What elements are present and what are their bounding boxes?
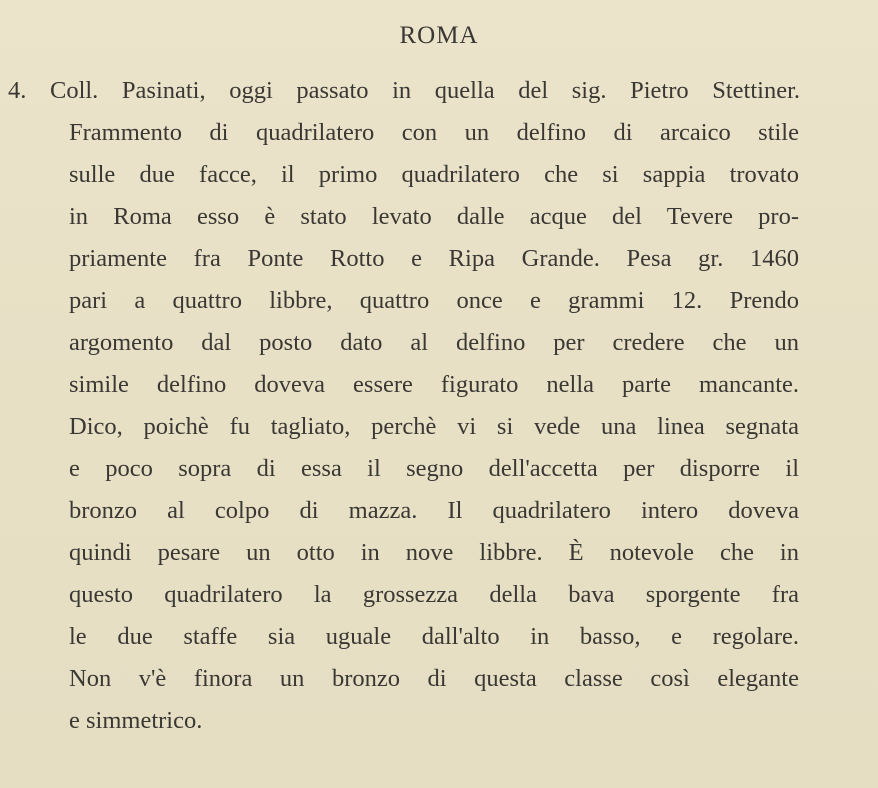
text-line: argomento dal posto dato al delfino per credere che un [69, 329, 799, 356]
text-line: in Roma esso è stato levato dalle acque del Tevere pro- [69, 203, 799, 230]
text-line: Non v'è finora un bronzo di questa classe così elegante [69, 665, 799, 692]
text-line: 4. Coll. Pasinati, oggi passato in quella del sig. Pietro Stettiner. [8, 77, 800, 104]
text-line: pari a quattro libbre, quattro once e grammi 12. Prendo [69, 287, 799, 314]
text-line: simile delfino doveva essere figurato nella parte mancante. [69, 371, 799, 398]
text-line: bronzo al colpo di mazza. Il quadrilatero intero doveva [69, 497, 799, 524]
text-line: quindi pesare un otto in nove libbre. È notevole che in [69, 539, 799, 566]
text-line: le due staffe sia uguale dall'alto in basso, e regolare. [69, 623, 799, 650]
text-line: priamente fra Ponte Rotto e Ripa Grande. Pesa gr. 1460 [69, 245, 799, 272]
running-heading: ROMA [399, 22, 479, 49]
text-line: e simmetrico. [69, 707, 203, 734]
text-line: e poco sopra di essa il segno dell'accetta per disporre il [69, 455, 799, 482]
text-line: sulle due facce, il primo quadrilatero che si sappia trovato [69, 161, 799, 188]
text-line: Dico, poichè fu tagliato, perchè vi si vede una linea segnata [69, 413, 799, 440]
text-line: questo quadrilatero la grossezza della bava sporgente fra [69, 581, 799, 608]
text-line: Frammento di quadrilatero con un delfino di arcaico stile [69, 119, 799, 146]
